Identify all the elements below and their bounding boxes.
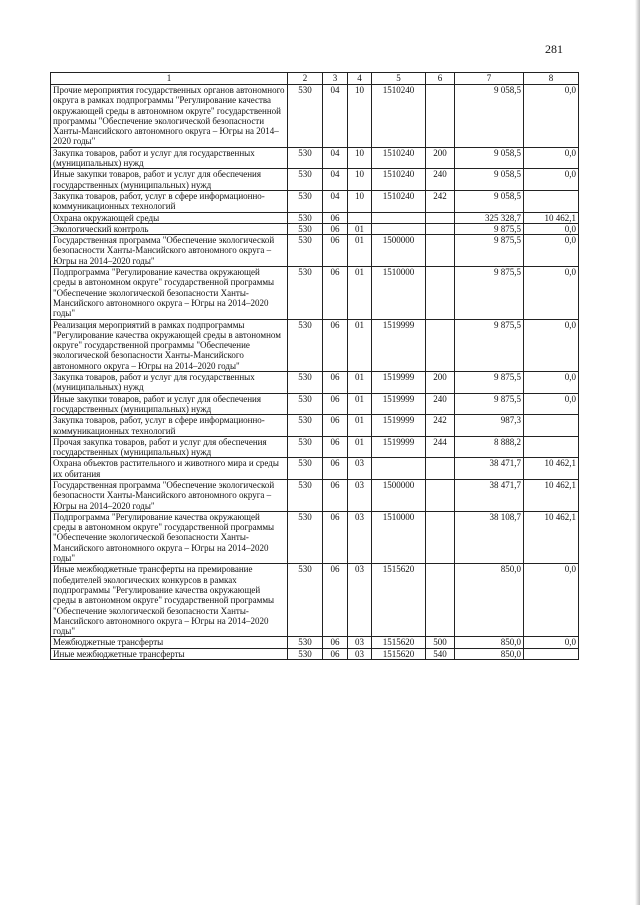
subvention-amount-cell: 10 462,1: [524, 479, 579, 511]
subsection-cell: 10: [348, 85, 372, 148]
section-cell: 06: [323, 393, 348, 415]
subvention-amount-cell: 0,0: [524, 223, 579, 234]
subvention-amount-cell: [524, 190, 579, 212]
subsection-cell: 01: [348, 393, 372, 415]
subvention-amount-cell: 10 462,1: [524, 212, 579, 223]
table-row: [51, 458, 579, 480]
expense-type-cell: 240: [426, 393, 455, 415]
expense-type-cell: [426, 267, 455, 319]
gov-code-cell: 530: [288, 235, 323, 267]
table-row: [51, 415, 579, 437]
page-edge-shadow: [635, 0, 640, 905]
row-name-cell: Закупка товаров, работ, услуг в сфере информационно-коммуникационных технологий: [51, 190, 288, 212]
gov-code-cell: 530: [288, 393, 323, 415]
target-article-cell: 1510240: [372, 85, 426, 148]
subvention-amount-cell: [524, 436, 579, 458]
expense-type-cell: 242: [426, 190, 455, 212]
subsection-cell: 01: [348, 372, 372, 394]
subsection-cell: 10: [348, 190, 372, 212]
amount-cell: 850,0: [455, 564, 524, 637]
row-name-cell: Закупка товаров, работ, услуг в сфере информационно-коммуникационных технологий: [51, 415, 288, 437]
gov-code-cell: 530: [288, 511, 323, 563]
section-cell: 06: [323, 319, 348, 371]
row-name-cell: Охрана окружающей среды: [51, 212, 288, 223]
amount-cell: 850,0: [455, 637, 524, 648]
subvention-amount-cell: 0,0: [524, 235, 579, 267]
expense-type-cell: [426, 223, 455, 234]
gov-code-cell: 530: [288, 436, 323, 458]
subvention-amount-cell: 0,0: [524, 393, 579, 415]
table-row: [51, 169, 579, 191]
table-row: [51, 85, 579, 148]
gov-code-cell: 530: [288, 223, 323, 234]
expense-type-cell: [426, 511, 455, 563]
subsection-cell: 03: [348, 637, 372, 648]
table-header-row: [51, 73, 579, 85]
section-cell: 06: [323, 415, 348, 437]
target-article-cell: [372, 458, 426, 480]
row-name-cell: Межбюджетные трансферты: [51, 637, 288, 648]
section-cell: 06: [323, 648, 348, 659]
subvention-amount-cell: [524, 648, 579, 659]
gov-code-cell: 530: [288, 267, 323, 319]
expense-type-cell: 200: [426, 147, 455, 169]
expense-type-cell: 244: [426, 436, 455, 458]
subsection-cell: 01: [348, 319, 372, 371]
subvention-amount-cell: 0,0: [524, 267, 579, 319]
amount-cell: 9 875,5: [455, 267, 524, 319]
target-article-cell: [372, 212, 426, 223]
subvention-amount-cell: 0,0: [524, 372, 579, 394]
expense-type-cell: 242: [426, 415, 455, 437]
subsection-cell: 01: [348, 223, 372, 234]
gov-code-cell: 530: [288, 147, 323, 169]
gov-code-cell: 530: [288, 415, 323, 437]
section-cell: 06: [323, 223, 348, 234]
column-header: 1: [51, 73, 288, 85]
gov-code-cell: 530: [288, 637, 323, 648]
table-row: [51, 223, 579, 234]
section-cell: 06: [323, 267, 348, 319]
row-name-cell: Иные закупки товаров, работ и услуг для обеспечения государственных (муниципальных) нужд: [51, 169, 288, 191]
expense-type-cell: [426, 85, 455, 148]
expense-type-cell: 240: [426, 169, 455, 191]
amount-cell: 9 058,5: [455, 169, 524, 191]
subvention-amount-cell: 0,0: [524, 85, 579, 148]
column-header: 2: [288, 73, 323, 85]
table-row: [51, 147, 579, 169]
table-row: [51, 372, 579, 394]
table-row: [51, 393, 579, 415]
section-cell: 04: [323, 169, 348, 191]
amount-cell: 38 471,7: [455, 458, 524, 480]
gov-code-cell: 530: [288, 319, 323, 371]
gov-code-cell: 530: [288, 458, 323, 480]
row-name-cell: Закупка товаров, работ и услуг для государственных (муниципальных) нужд: [51, 147, 288, 169]
target-article-cell: 1515620: [372, 637, 426, 648]
subvention-amount-cell: 0,0: [524, 637, 579, 648]
section-cell: 06: [323, 458, 348, 480]
table-row: [51, 436, 579, 458]
column-header: 3: [323, 73, 348, 85]
amount-cell: 325 328,7: [455, 212, 524, 223]
target-article-cell: 1510240: [372, 147, 426, 169]
table-row: [51, 511, 579, 563]
page-number: 281: [545, 42, 563, 56]
expense-type-cell: 540: [426, 648, 455, 659]
section-cell: 06: [323, 436, 348, 458]
section-cell: 04: [323, 85, 348, 148]
section-cell: 04: [323, 190, 348, 212]
budget-table: [50, 72, 579, 660]
table-row: [51, 319, 579, 371]
section-cell: 06: [323, 212, 348, 223]
expense-type-cell: [426, 235, 455, 267]
amount-cell: 9 875,5: [455, 393, 524, 415]
gov-code-cell: 530: [288, 648, 323, 659]
subvention-amount-cell: 0,0: [524, 169, 579, 191]
gov-code-cell: 530: [288, 564, 323, 637]
row-name-cell: Подпрограмма "Регулирование качества окружающей среды в автономном округе" государственной программы "Обеспечение экологической безопасности Ханты-Мансийского автономного округа – Югры на 2014–2020 годы": [51, 267, 288, 319]
target-article-cell: 1510240: [372, 169, 426, 191]
gov-code-cell: 530: [288, 169, 323, 191]
table-row: [51, 267, 579, 319]
row-name-cell: Иные межбюджетные трансферты: [51, 648, 288, 659]
target-article-cell: 1510000: [372, 511, 426, 563]
row-name-cell: Государственная программа "Обеспечение экологической безопасности Ханты-Мансийского автономного округа – Югры на 2014–2020 годы": [51, 235, 288, 267]
section-cell: 06: [323, 564, 348, 637]
subsection-cell: 03: [348, 479, 372, 511]
target-article-cell: 1519999: [372, 393, 426, 415]
row-name-cell: Прочая закупка товаров, работ и услуг для обеспечения государственных (муниципальных) нужд: [51, 436, 288, 458]
subsection-cell: 03: [348, 648, 372, 659]
target-article-cell: 1519999: [372, 319, 426, 371]
row-name-cell: Иные закупки товаров, работ и услуг для обеспечения государственных (муниципальных) нужд: [51, 393, 288, 415]
column-header: 4: [348, 73, 372, 85]
table-row: [51, 479, 579, 511]
subsection-cell: 10: [348, 147, 372, 169]
amount-cell: 38 108,7: [455, 511, 524, 563]
subvention-amount-cell: 10 462,1: [524, 458, 579, 480]
amount-cell: 850,0: [455, 648, 524, 659]
amount-cell: 9 058,5: [455, 190, 524, 212]
gov-code-cell: 530: [288, 372, 323, 394]
column-header: 8: [524, 73, 579, 85]
target-article-cell: [372, 223, 426, 234]
row-name-cell: Иные межбюджетные трансферты на премирование победителей экологических конкурсов в рамках подпрограммы "Регулирование качества окружающей среды в автономном округе" государственной программы "Обеспечение экологической безопасности Ханты-Мансийского автономного округа – Югры на 2014–2020 годы": [51, 564, 288, 637]
target-article-cell: 1515620: [372, 564, 426, 637]
subsection-cell: 01: [348, 267, 372, 319]
subsection-cell: 01: [348, 235, 372, 267]
subsection-cell: 01: [348, 415, 372, 437]
table-row: [51, 564, 579, 637]
row-name-cell: Подпрограмма "Регулирование качества окружающей среды в автономном округе" государственной программы "Обеспечение экологической безопасности Ханты-Мансийского автономного округа – Югры на 2014–2020 годы": [51, 511, 288, 563]
column-header: 5: [372, 73, 426, 85]
row-name-cell: Экологический контроль: [51, 223, 288, 234]
table-row: [51, 235, 579, 267]
subvention-amount-cell: 10 462,1: [524, 511, 579, 563]
amount-cell: 9 875,5: [455, 223, 524, 234]
column-header: 6: [426, 73, 455, 85]
expense-type-cell: [426, 564, 455, 637]
section-cell: 04: [323, 147, 348, 169]
target-article-cell: 1519999: [372, 415, 426, 437]
subsection-cell: 03: [348, 458, 372, 480]
subvention-amount-cell: 0,0: [524, 319, 579, 371]
subsection-cell: 03: [348, 564, 372, 637]
gov-code-cell: 530: [288, 190, 323, 212]
column-header: 7: [455, 73, 524, 85]
section-cell: 06: [323, 479, 348, 511]
subvention-amount-cell: [524, 415, 579, 437]
section-cell: 06: [323, 235, 348, 267]
expense-type-cell: [426, 479, 455, 511]
row-name-cell: Закупка товаров, работ и услуг для государственных (муниципальных) нужд: [51, 372, 288, 394]
amount-cell: 9 058,5: [455, 147, 524, 169]
subsection-cell: 10: [348, 169, 372, 191]
table-row: [51, 190, 579, 212]
amount-cell: 9 875,5: [455, 372, 524, 394]
gov-code-cell: 530: [288, 479, 323, 511]
amount-cell: 9 875,5: [455, 235, 524, 267]
expense-type-cell: [426, 458, 455, 480]
table-row: [51, 648, 579, 659]
row-name-cell: Государственная программа "Обеспечение экологической безопасности Ханты-Мансийского автономного округа – Югры на 2014–2020 годы": [51, 479, 288, 511]
target-article-cell: 1519999: [372, 436, 426, 458]
amount-cell: 987,3: [455, 415, 524, 437]
subsection-cell: 03: [348, 511, 372, 563]
subsection-cell: 01: [348, 436, 372, 458]
target-article-cell: 1510000: [372, 267, 426, 319]
table-row: [51, 637, 579, 648]
expense-type-cell: 500: [426, 637, 455, 648]
row-name-cell: Прочие мероприятия государственных органов автономного округа в рамках подпрограммы "Регулирование качества окружающей среды в автономном округе" государственной программы "Обеспечение экологической безопасности Ханты-Мансийского автономного округа – Югры на 2014–2020 годы": [51, 85, 288, 148]
subvention-amount-cell: 0,0: [524, 564, 579, 637]
section-cell: 06: [323, 372, 348, 394]
section-cell: 06: [323, 637, 348, 648]
subsection-cell: [348, 212, 372, 223]
section-cell: 06: [323, 511, 348, 563]
amount-cell: 9 875,5: [455, 319, 524, 371]
expense-type-cell: 200: [426, 372, 455, 394]
target-article-cell: 1500000: [372, 235, 426, 267]
expense-type-cell: [426, 319, 455, 371]
table-row: [51, 212, 579, 223]
subvention-amount-cell: 0,0: [524, 147, 579, 169]
amount-cell: 38 471,7: [455, 479, 524, 511]
gov-code-cell: 530: [288, 212, 323, 223]
expense-type-cell: [426, 212, 455, 223]
table-body: [51, 85, 579, 660]
target-article-cell: 1510240: [372, 190, 426, 212]
row-name-cell: Охрана объектов растительного и животного мира и среды их обитания: [51, 458, 288, 480]
target-article-cell: 1515620: [372, 648, 426, 659]
target-article-cell: 1500000: [372, 479, 426, 511]
amount-cell: 9 058,5: [455, 85, 524, 148]
amount-cell: 8 888,2: [455, 436, 524, 458]
row-name-cell: Реализация мероприятий в рамках подпрограммы "Регулирование качества окружающей среды в автономном округе" государственной программы "Обеспечение экологической безопасности Ханты-Мансийского автономного округа – Югры на 2014–2020 годы": [51, 319, 288, 371]
target-article-cell: 1519999: [372, 372, 426, 394]
gov-code-cell: 530: [288, 85, 323, 148]
